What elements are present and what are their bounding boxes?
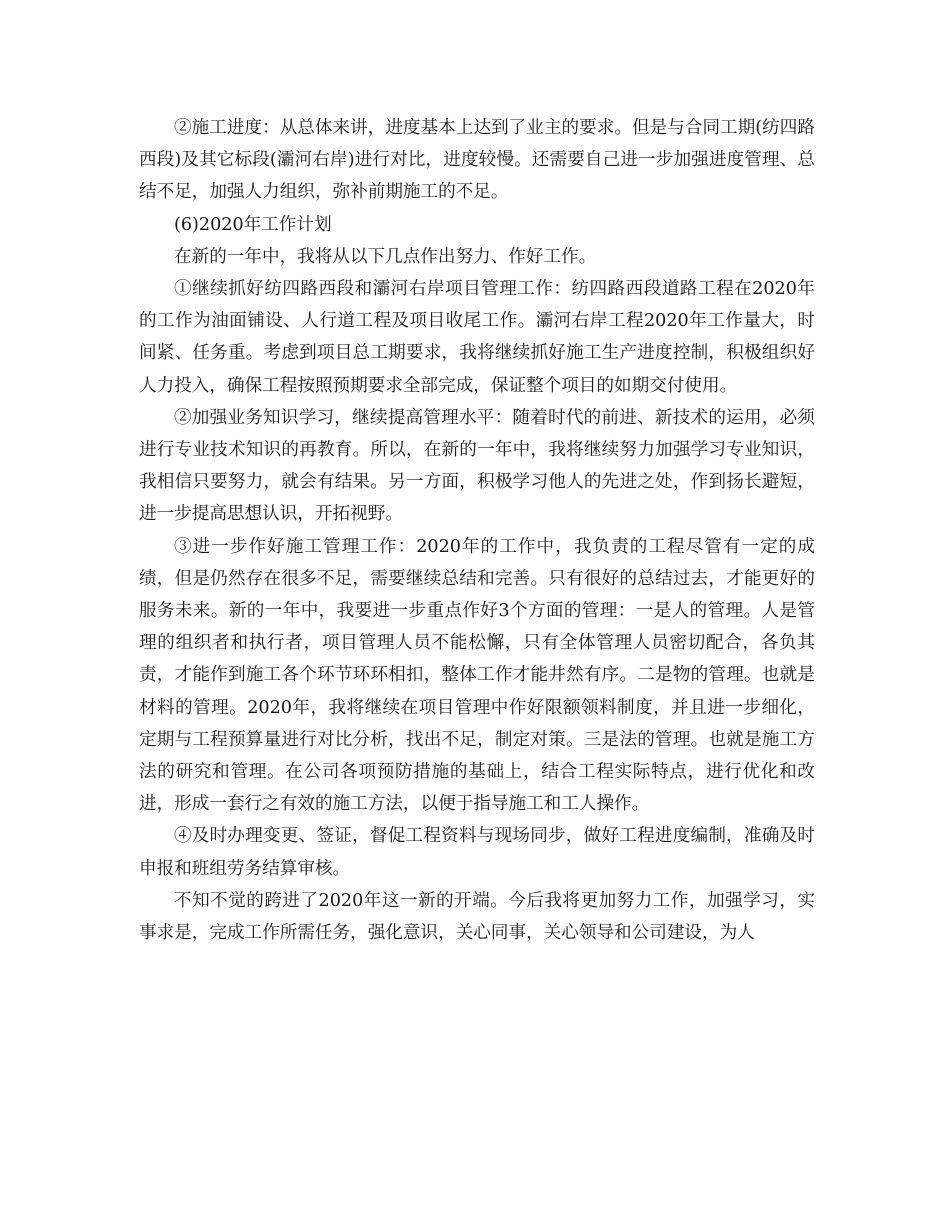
section-heading-work-plan: (6)2020年工作计划 xyxy=(174,214,332,235)
paragraph-construction-progress: ②施工进度：从总体来讲，进度基本上达到了业主的要求。但是与合同工期(纺四路西段)及其它标段(灞河右岸)进行对比，进度较慢。还需要自己进一步加强进度管理、总结不足，加强人力组织，弥补前期施工的不足。 xyxy=(139,118,815,203)
paragraph-plan-item-3: ③进一步作好施工管理工作：2020年的工作中，我负责的工程尽管有一定的成绩，但是仍然存在很多不足，需要继续总结和完善。只有很好的总结过去，才能更好的服务未来。新的一年中，我要进一步重点作好3个方面的管理：一是人的管理。人是管理的组织者和执行者，项目管理人员不能松懈，只有全体管理人员密切配合，各负其责，才能作到施工各个环节环环相扣，整体工作才能井然有序。二是物的管理。也就是材料的管理。2020年，我将继续在项目管理中作好限额领料制度，并且进一步细化，定期与工程预算量进行对比分析，找出不足，制定对策。三是法的管理。也就是施工方法的研究和管理。在公司各项预防措施的基础上，结合工程实际特点，进行优化和改进，形成一套行之有效的施工方法，以便于指导施工和工人操作。 xyxy=(139,536,815,815)
paragraph-closing: 不知不觉的跨进了2020年这一新的开端。今后我将更加努力工作，加强学习，实事求是，完成工作所需任务，强化意识，关心同事，关心领导和公司建设，为人 xyxy=(139,890,815,944)
paragraph-plan-item-2: ②加强业务知识学习，继续提高管理水平：随着时代的前进、新技术的运用，必须进行专业技术知识的再教育。所以，在新的一年中，我将继续努力加强学习专业知识，我相信只要努力，就会有结果。另一方面，积极学习他人的先进之处，作到扬长避短，进一步提高思想认识，开拓视野。 xyxy=(139,407,815,525)
paragraph-plan-item-1: ①继续抓好纺四路西段和灞河右岸项目管理工作：纺四路西段道路工程在2020年的工作为油面铺设、人行道工程及项目收尾工作。灞河右岸工程2020年工作量大，时间紧、任务重。考虑到项目总工期要求，我将继续抓好施工生产进度控制，积极组织好人力投入，确保工程按照预期要求全部完成，保证整个项目的如期交付使用。 xyxy=(139,279,815,396)
document-body xyxy=(139,112,815,949)
paragraph-plan-intro: 在新的一年中，我将从以下几点作出努力、作好工作。 xyxy=(174,246,597,267)
paragraph-plan-item-4: ④及时办理变更、签证，督促工程资料与现场同步，做好工程进度编制，准确及时申报和班组劳务结算审核。 xyxy=(139,826,815,879)
